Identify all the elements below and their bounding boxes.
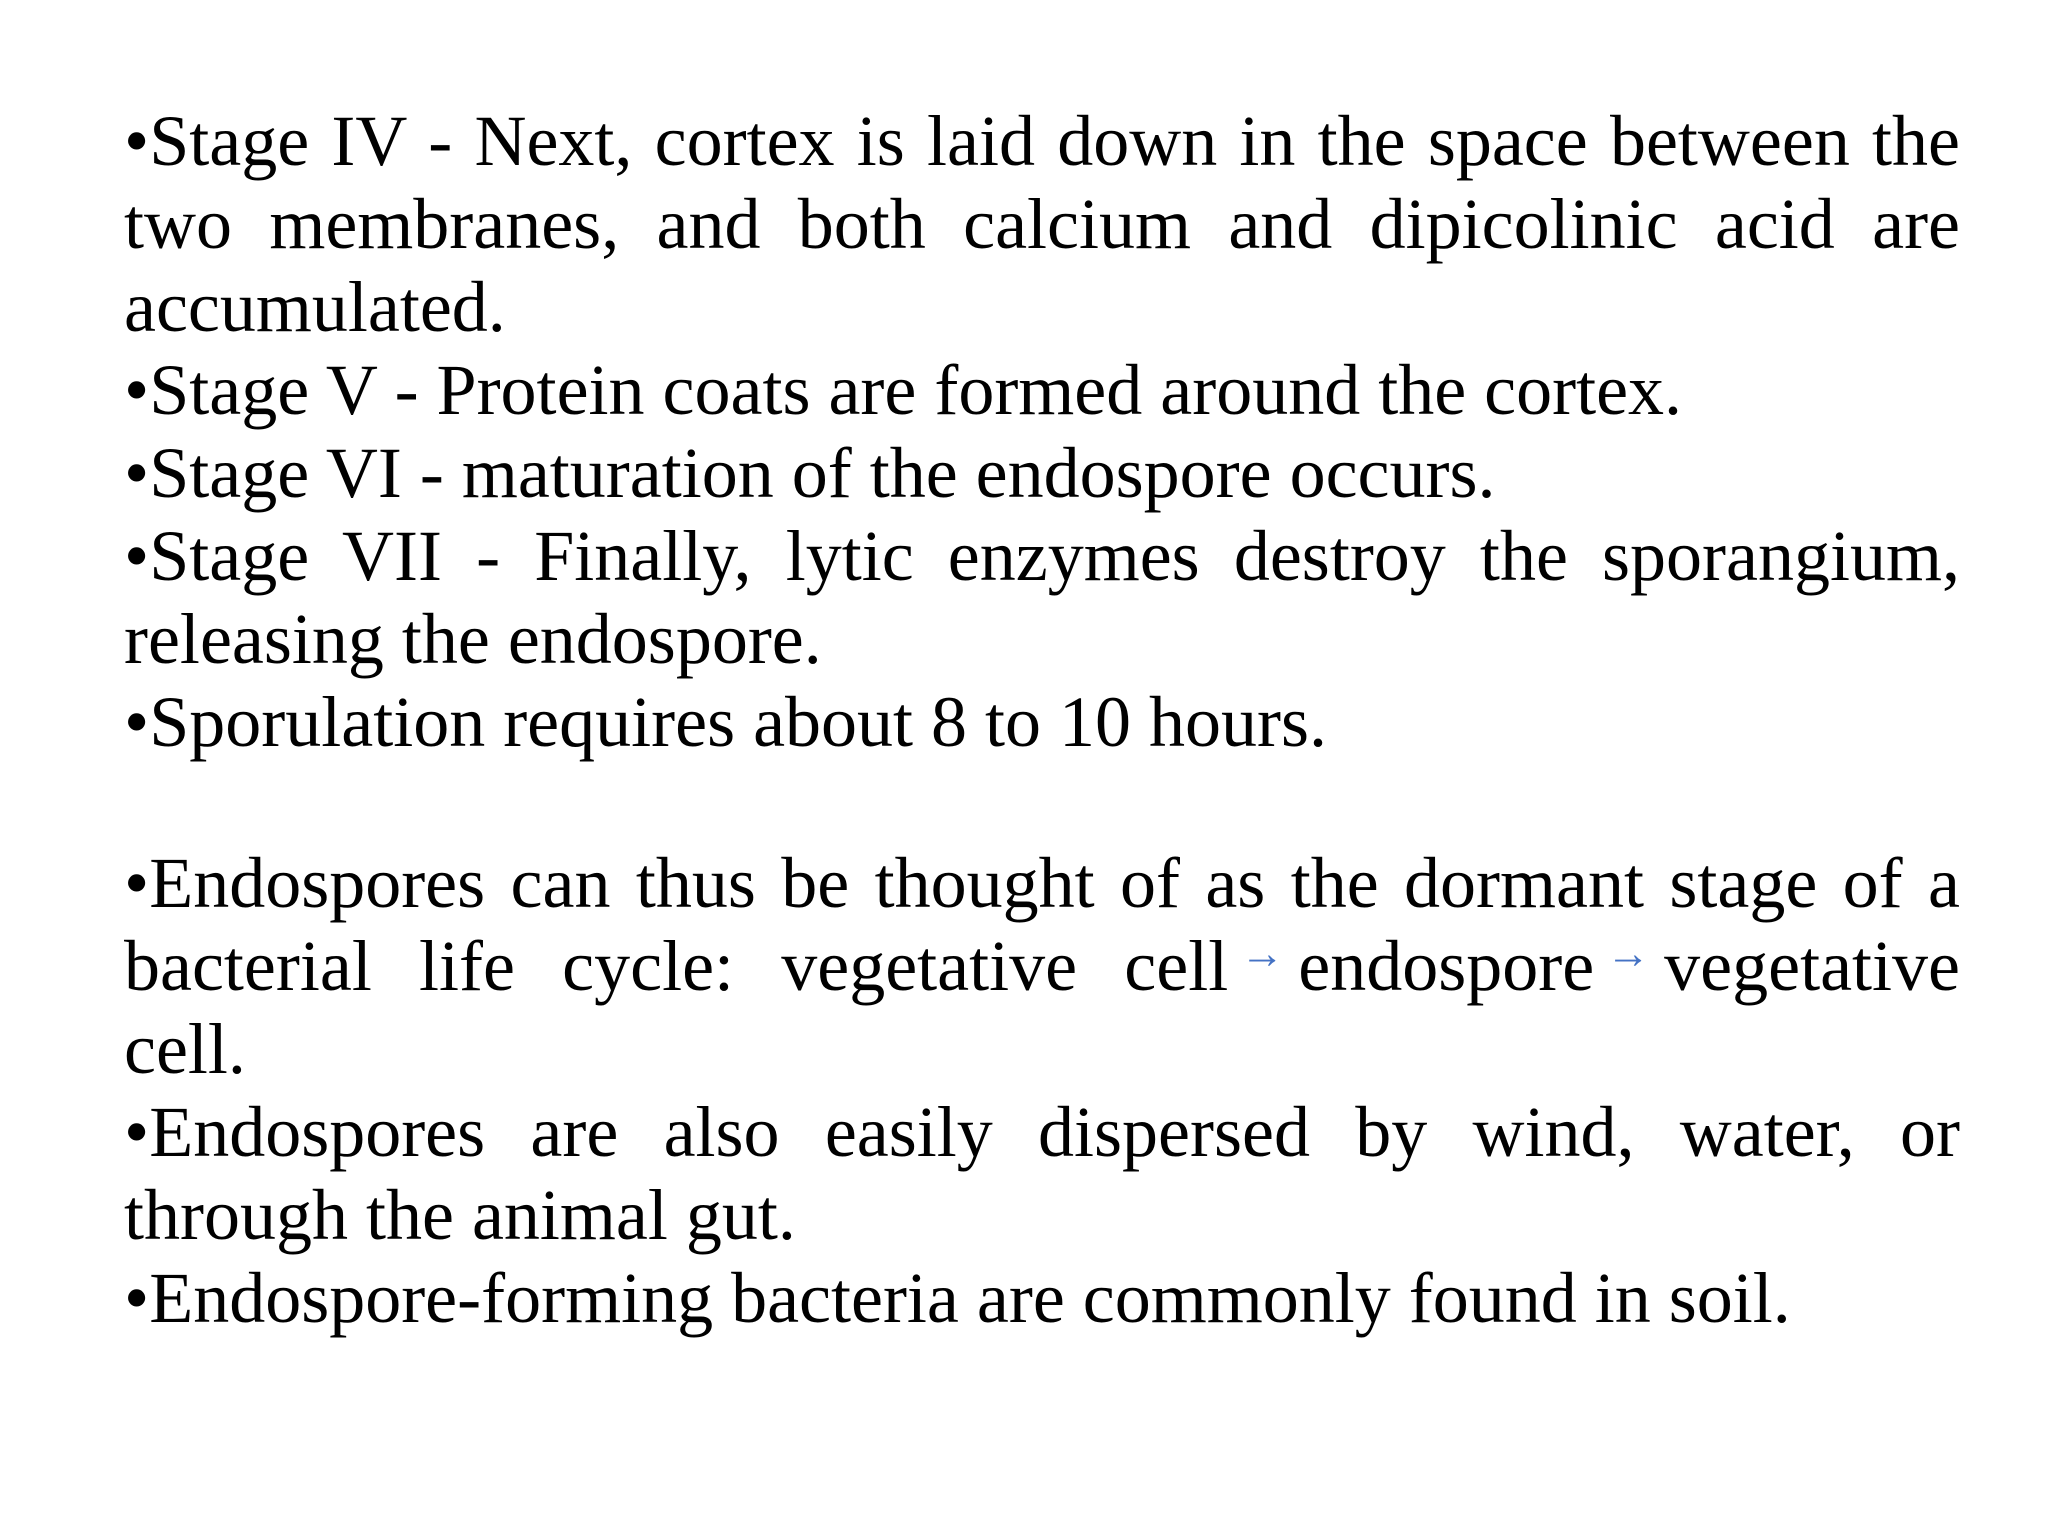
bullet-stage-vii: •Stage VII - Finally, lytic enzymes destroy the sporangium, releasing the endospore. — [124, 516, 1960, 679]
right-arrow-icon: → — [1240, 929, 1285, 978]
life-cycle-endospore: endospore — [1298, 926, 1595, 1006]
bullet-stage-v: •Stage V - Protein coats are formed around the cortex. — [124, 350, 1683, 430]
slide-body — [124, 100, 1960, 1340]
bullet-stage-vi: •Stage VI - maturation of the endospore occurs. — [124, 433, 1496, 513]
life-cycle-tail: vegetative cell. — [124, 926, 1960, 1089]
bullet-dispersal: •Endospores are also easily dispersed by wind, water, or through the animal gut. — [124, 1092, 1960, 1255]
bullet-life-cycle — [124, 842, 1960, 1091]
right-arrow-icon: → — [1606, 929, 1651, 978]
bullet-stage-iv: •Stage IV - Next, cortex is laid down in the space between the two membranes, and both calcium and dipicolinic acid are accumulated. — [124, 101, 1960, 347]
life-cycle-lead: •Endospores can thus be thought of as the dormant stage of a bacterial life cycle: vegetative cell — [124, 843, 1960, 1006]
bullet-soil: •Endospore-forming bacteria are commonly found in soil. — [124, 1258, 1791, 1338]
paragraph-gap — [124, 764, 1960, 842]
bullet-sporulation-time: •Sporulation requires about 8 to 10 hours. — [124, 682, 1328, 762]
